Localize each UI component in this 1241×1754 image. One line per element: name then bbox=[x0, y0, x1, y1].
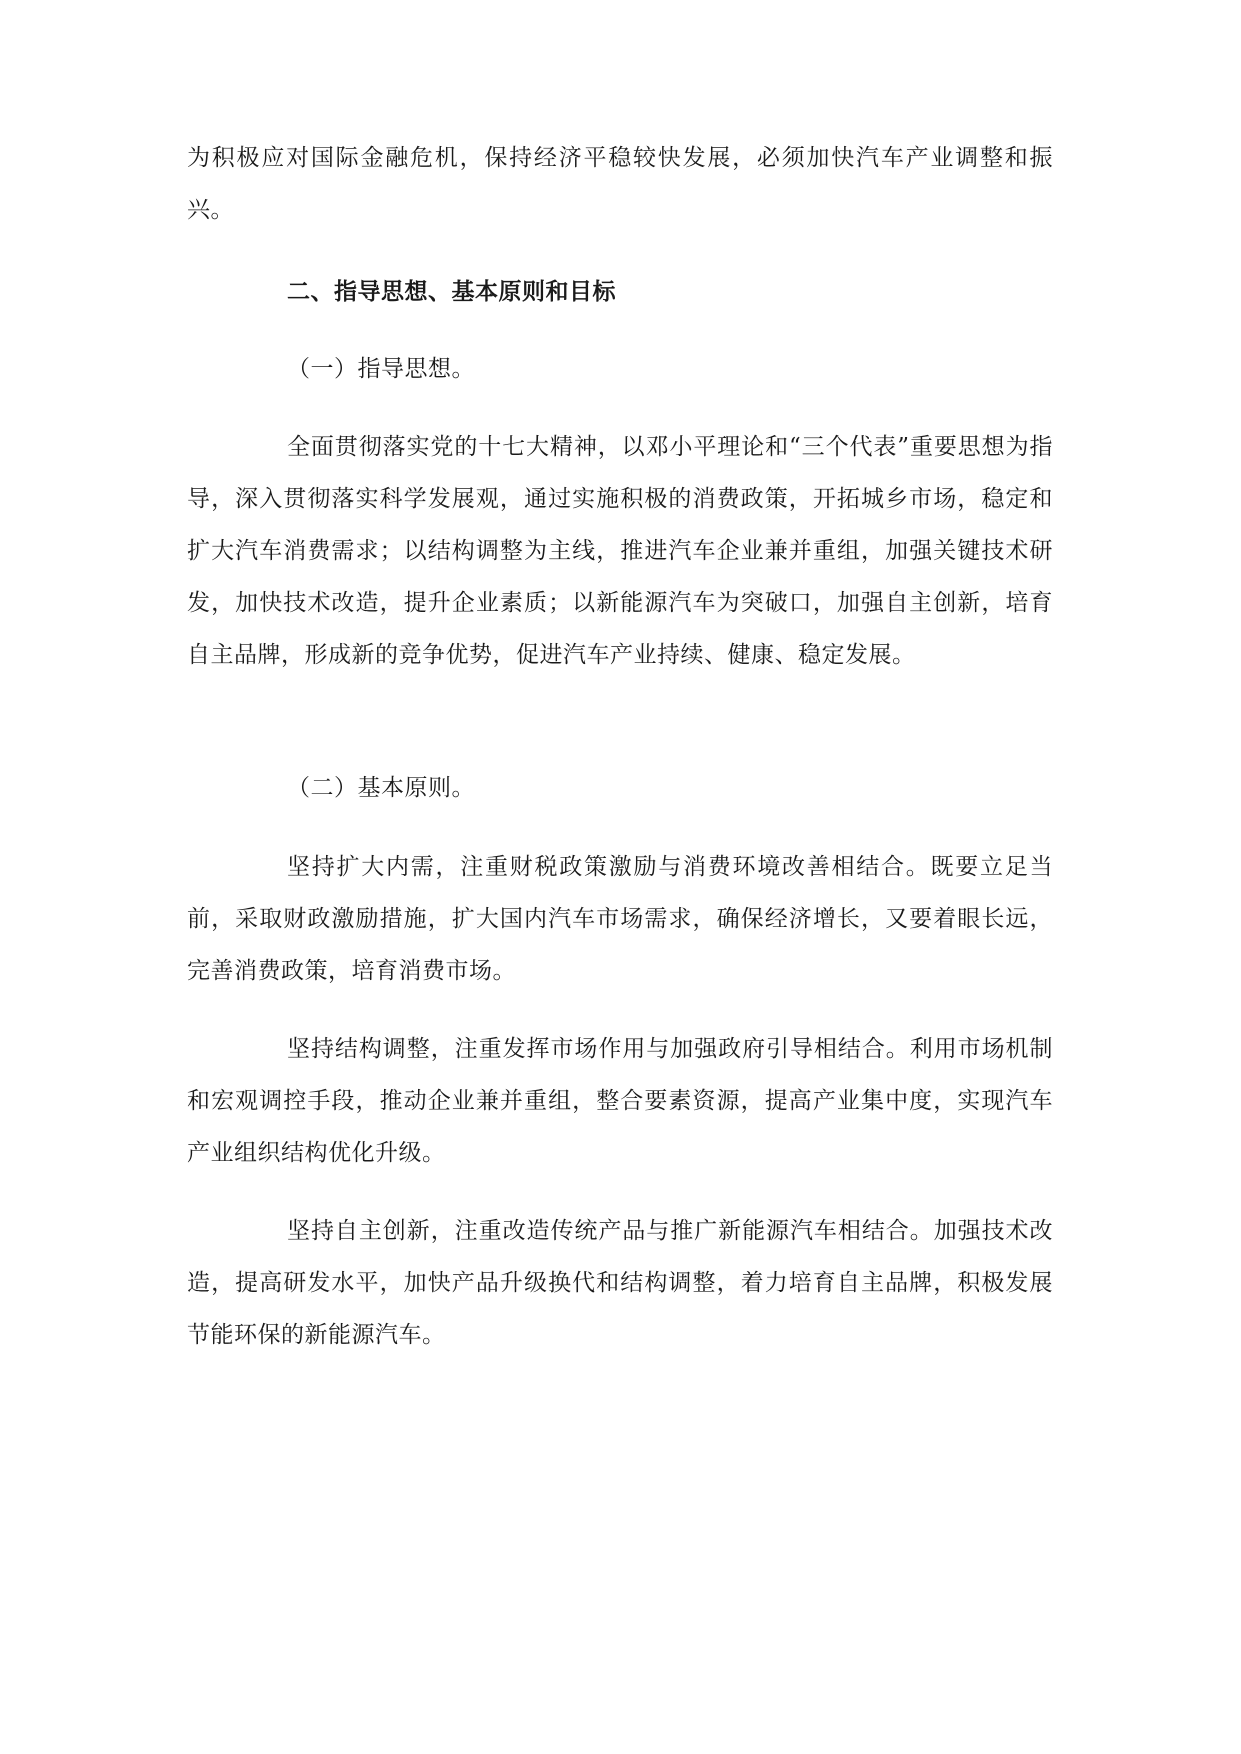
guiding-ideology-paragraph: 全面贯彻落实党的十七大精神，以邓小平理论和“三个代表”重要思想为指导，深入贯彻落实科学发展观，通过实施积极的消费政策，开拓城乡市场，稳定和扩大汽车消费需求；以结构调整为主线，推进汽车企业兼并重组，加强关键技术研发，加快技术改造，提升企业素质；以新能源汽车为突破口，加强自主创新，培育自主品牌，形成新的竞争优势，促进汽车产业持续、健康、稳定发展。 bbox=[187, 434, 1053, 668]
section-heading: 二、指导思想、基本原则和目标 bbox=[287, 278, 616, 305]
principle-paragraph-domestic-demand: 坚持扩大内需，注重财税政策激励与消费环境改善相结合。既要立足当前，采取财政激励措施，扩大国内汽车市场需求，确保经济增长，又要着眼长远，完善消费政策，培育消费市场。 bbox=[187, 854, 1053, 984]
principle-paragraph-independent-innovation: 坚持自主创新，注重改造传统产品与推广新能源汽车相结合。加强技术改造，提高研发水平，加快产品升级换代和结构调整，着力培育自主品牌，积极发展节能环保的新能源汽车。 bbox=[187, 1218, 1053, 1348]
intro-paragraph-end: 为积极应对国际金融危机，保持经济平稳较快发展，必须加快汽车产业调整和振兴。 bbox=[187, 145, 1053, 223]
principle-paragraph-structural-adjustment: 坚持结构调整，注重发挥市场作用与加强政府引导相结合。利用市场机制和宏观调控手段，推动企业兼并重组，整合要素资源，提高产业集中度，实现汽车产业组织结构优化升级。 bbox=[187, 1036, 1053, 1166]
subsection-heading-basic-principles: （二）基本原则。 bbox=[287, 775, 475, 801]
subsection-heading-guiding-ideology: （一）指导思想。 bbox=[287, 356, 475, 382]
